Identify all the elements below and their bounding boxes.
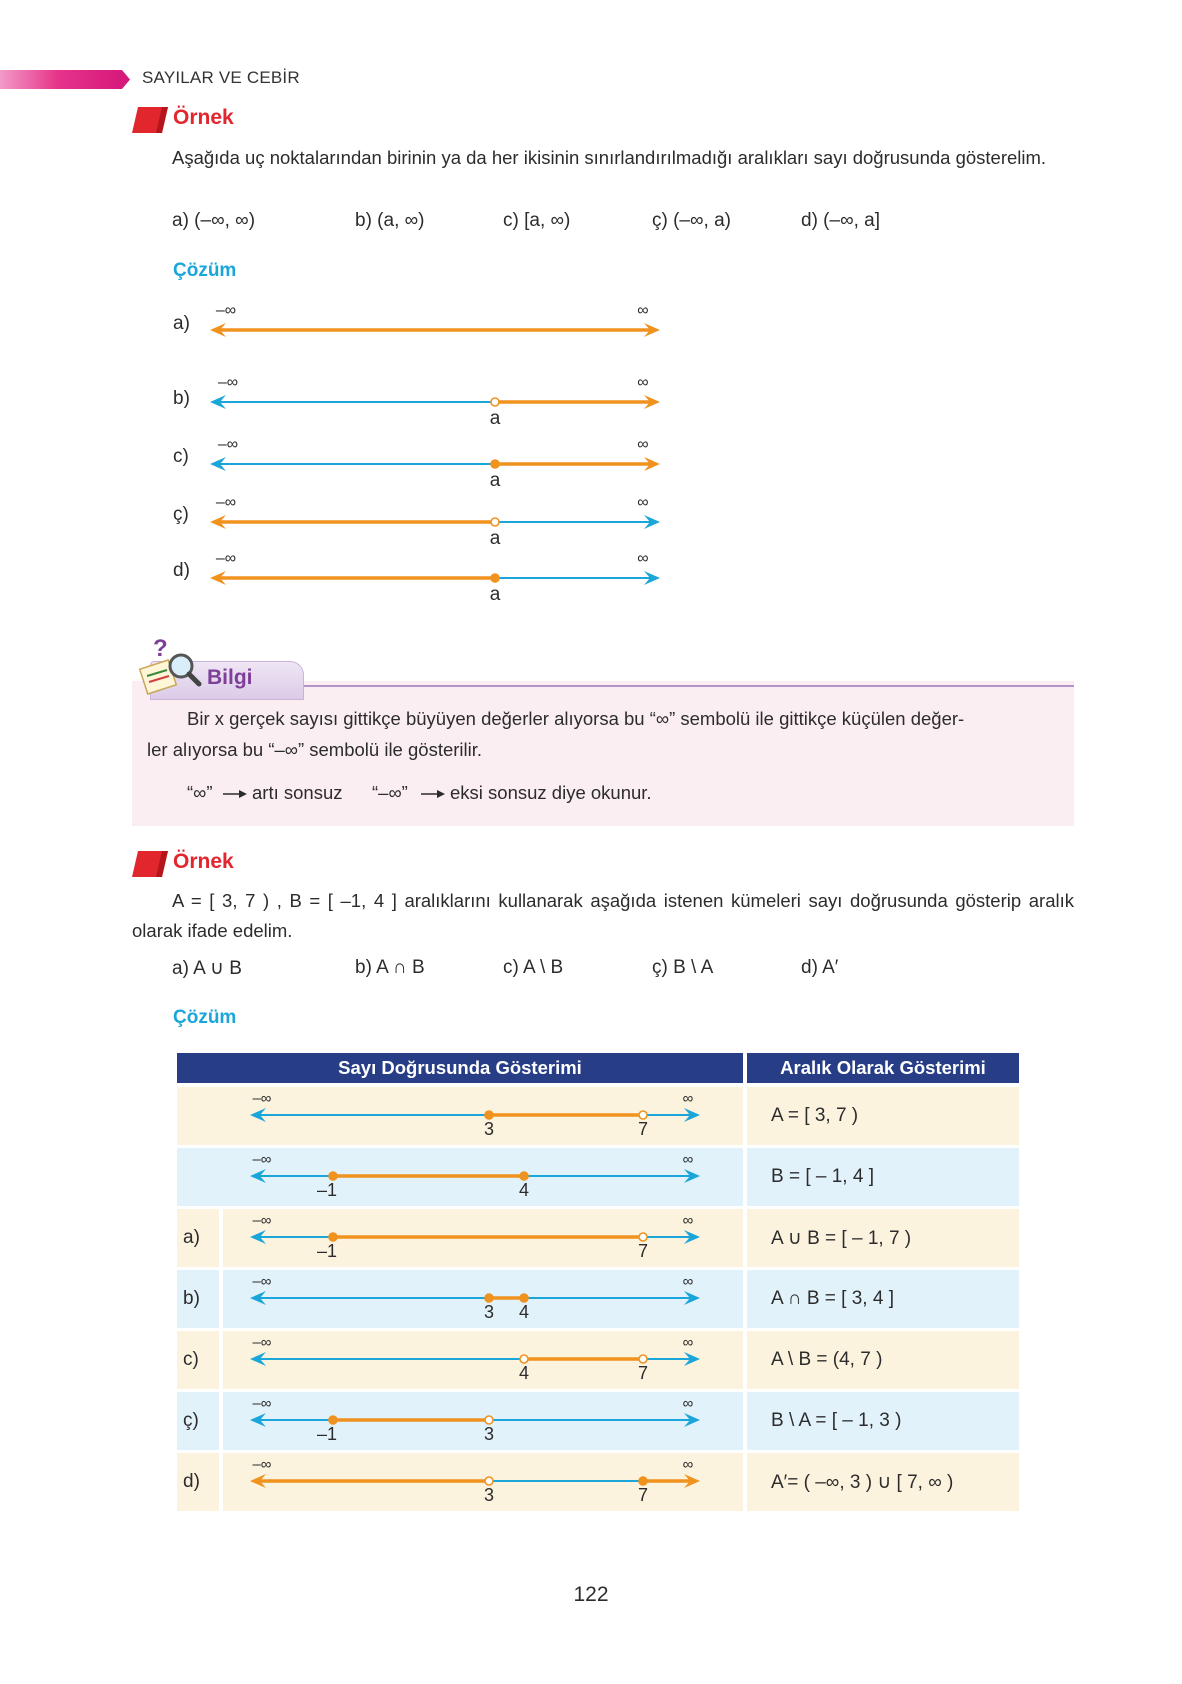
open-endpoint: [639, 1233, 647, 1241]
solution-title: Çözüm: [173, 1007, 237, 1028]
row-label: a): [183, 1227, 200, 1248]
point-label: a: [489, 408, 501, 429]
minus-infinity-symbol: –∞: [252, 1395, 272, 1412]
closed-endpoint: [520, 1294, 528, 1302]
open-endpoint: [485, 1477, 493, 1485]
interval-notation: A ∪ B = [ – 1, 7 ): [771, 1228, 912, 1249]
option-cc: ç) B \ A: [652, 957, 714, 978]
open-endpoint: [639, 1355, 647, 1363]
line-label-c: c): [173, 446, 189, 467]
interval-notation: A′= ( –∞, 3 ) ∪ [ 7, ∞ ): [771, 1472, 954, 1493]
tick-label: 4: [518, 1180, 530, 1200]
open-endpoint: [485, 1416, 493, 1424]
tick-label: 3: [483, 1424, 495, 1444]
option-d: d) (–∞, a]: [801, 210, 881, 231]
info-title: Bilgi: [207, 666, 253, 689]
minus-infinity-symbol: –∞: [252, 1090, 272, 1107]
infinity-symbol: ∞: [682, 1395, 694, 1412]
minus-infinity-symbol: –∞: [215, 550, 237, 567]
point-label: a: [489, 470, 501, 491]
example1-number-lines: [0, 0, 1182, 620]
arrow-right-icon: [421, 787, 445, 805]
option-cc: ç) (–∞, a): [652, 210, 731, 231]
infinity-symbol: ∞: [637, 494, 649, 511]
example-text: Aşağıda uç noktalarından birinin ya da her ikisinin sınırlandırılmadığı aralıkları sayı doğrusunda gösterelim.: [172, 147, 1047, 168]
point-label: a: [489, 584, 501, 605]
closed-endpoint: [329, 1416, 337, 1424]
table-row: [0, 1148, 1182, 1206]
row-number-line: [0, 1331, 1182, 1389]
minus-infinity-symbol: –∞: [217, 436, 239, 453]
open-endpoint: [520, 1355, 528, 1363]
option-b: b) (a, ∞): [355, 210, 425, 231]
infinity-symbol: ∞: [682, 1151, 694, 1168]
minus-infinity-symbol: –∞: [217, 374, 239, 391]
info-divider: [300, 685, 1074, 687]
svg-text:?: ?: [153, 636, 168, 662]
row-label: b): [183, 1288, 200, 1309]
table-row: [0, 1331, 1182, 1389]
line-label-b: b): [173, 388, 190, 409]
tick-label: –1: [316, 1180, 338, 1200]
table-row: [0, 1209, 1182, 1267]
infinity-symbol: ∞: [637, 374, 649, 391]
minus-infinity-symbol: –∞: [252, 1212, 272, 1229]
row-number-line: [0, 1453, 1182, 1511]
magnifier-question-icon: [137, 636, 203, 703]
table-row: [0, 1270, 1182, 1328]
tick-label: 4: [518, 1363, 530, 1383]
neg-inf-reading: eksi sonsuz diye okunur.: [450, 782, 652, 803]
tick-label: 3: [483, 1302, 495, 1322]
option-c: c) A \ B: [503, 957, 564, 978]
row-number-line: [0, 1270, 1182, 1328]
infinity-symbol: ∞: [682, 1273, 694, 1290]
interval-notation: A ∩ B = [ 3, 4 ]: [771, 1288, 894, 1309]
tick-label: 7: [637, 1363, 649, 1383]
interval-notation: A \ B = (4, 7 ): [771, 1349, 883, 1370]
solution-title: Çözüm: [173, 260, 237, 281]
option-b: b) A ∩ B: [355, 957, 425, 978]
inf-symbol: “∞”: [187, 782, 213, 803]
row-number-line: [0, 1148, 1182, 1206]
example-title: Örnek: [173, 850, 234, 873]
interval-notation: B = [ – 1, 4 ]: [771, 1166, 874, 1187]
row-number-line: [0, 1087, 1182, 1145]
closed-endpoint: [491, 574, 499, 582]
tick-label: 3: [483, 1119, 495, 1139]
table-row: [0, 1087, 1182, 1145]
minus-infinity-symbol: –∞: [215, 494, 237, 511]
example-icon: [132, 851, 168, 882]
option-d: d) A′: [801, 957, 839, 978]
info-line-2: ler alıyorsa bu “–∞” sembolü ile gösterilir.: [147, 739, 483, 760]
closed-endpoint: [329, 1233, 337, 1241]
infinity-symbol: ∞: [682, 1090, 694, 1107]
tick-label: 3: [483, 1485, 495, 1505]
table-row: [0, 1453, 1182, 1511]
closed-endpoint: [329, 1172, 337, 1180]
line-label-cc: ç): [173, 504, 189, 525]
row-label: c): [183, 1349, 199, 1370]
option-c: c) [a, ∞): [503, 210, 571, 231]
row-label: d): [183, 1471, 200, 1492]
minus-infinity-symbol: –∞: [252, 1456, 272, 1473]
interval-notation: A = [ 3, 7 ): [771, 1105, 859, 1126]
open-endpoint: [491, 398, 499, 406]
tick-label: 7: [637, 1485, 649, 1505]
minus-infinity-symbol: –∞: [252, 1151, 272, 1168]
open-endpoint: [639, 1111, 647, 1119]
minus-infinity-symbol: –∞: [215, 302, 237, 319]
closed-endpoint: [491, 460, 499, 468]
infinity-symbol: ∞: [637, 302, 649, 319]
example-text: A = [ 3, 7 ) , B = [ –1, 4 ] aralıklarını kullanarak aşağıda istenen kümeleri sayı doğrusunda gösterip aralık olarak ifade edelim.: [132, 890, 1074, 941]
infinity-symbol: ∞: [682, 1212, 694, 1229]
closed-endpoint: [520, 1172, 528, 1180]
open-endpoint: [491, 518, 499, 526]
minus-infinity-symbol: –∞: [252, 1273, 272, 1290]
option-a: a) A ∪ B: [172, 958, 242, 979]
row-number-line: [0, 1392, 1182, 1450]
infinity-symbol: ∞: [682, 1456, 694, 1473]
closed-endpoint: [639, 1477, 647, 1485]
interval-notation: B \ A = [ – 1, 3 ): [771, 1410, 902, 1431]
table-row: [0, 1392, 1182, 1450]
row-label: ç): [183, 1410, 199, 1431]
closed-endpoint: [485, 1111, 493, 1119]
minus-infinity-symbol: –∞: [252, 1334, 272, 1351]
page-number: 122: [573, 1583, 609, 1606]
line-label-d: d): [173, 560, 190, 581]
tick-label: –1: [316, 1424, 338, 1444]
example-title: Örnek: [173, 106, 234, 129]
section-title: SAYILAR VE CEBİR: [142, 68, 300, 87]
tick-label: 7: [637, 1241, 649, 1261]
tick-label: 4: [518, 1302, 530, 1322]
point-label: a: [489, 528, 501, 549]
infinity-symbol: ∞: [682, 1334, 694, 1351]
inf-reading: artı sonsuz: [252, 782, 343, 803]
line-label-a: a): [173, 313, 190, 334]
infinity-symbol: ∞: [637, 550, 649, 567]
arrow-right-icon: [223, 787, 247, 805]
tick-label: –1: [316, 1241, 338, 1261]
option-a: a) (–∞, ∞): [172, 210, 256, 231]
closed-endpoint: [485, 1294, 493, 1302]
table-header-interval: Aralık Olarak Gösterimi: [747, 1053, 1019, 1083]
tick-label: 7: [637, 1119, 649, 1139]
row-number-line: [0, 1209, 1182, 1267]
infinity-symbol: ∞: [637, 436, 649, 453]
neg-inf-symbol: “–∞”: [372, 782, 408, 803]
table-header-number-line: Sayı Doğrusunda Gösterimi: [177, 1053, 743, 1083]
info-line-1: Bir x gerçek sayısı gittikçe büyüyen değerler alıyorsa bu “∞” sembolü ile gittikçe küçülen değer-: [187, 708, 965, 729]
